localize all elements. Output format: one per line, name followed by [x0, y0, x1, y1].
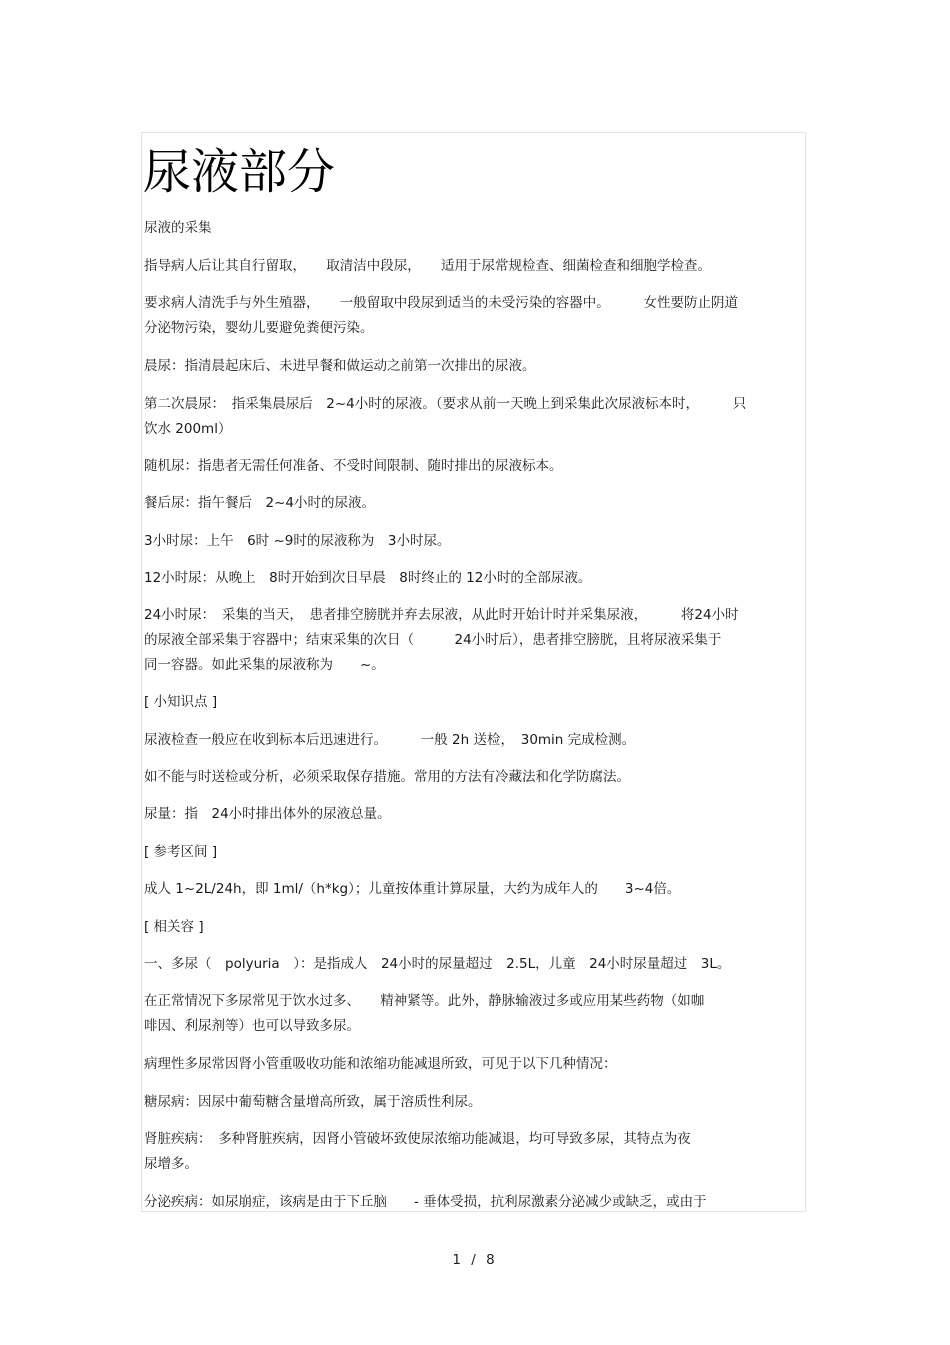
paragraph-line: 指导病人后让其自行留取， 取清洁中段尿， 适用于尿常规检查、细菌检查和细胞学检查。	[144, 258, 711, 274]
paragraph	[144, 840, 806, 865]
paragraph-line: 尿增多。	[144, 1156, 198, 1172]
paragraph	[144, 354, 806, 379]
paragraph-line: 饮水 200ml）	[144, 421, 232, 437]
paragraph-line: 成人 1~2L/24h，即 1ml/（h*kg）；儿童按体重计算尿量，大约为成年人的 3~4倍。	[144, 881, 681, 897]
paragraph	[144, 765, 806, 790]
paragraph-line: [ 参考区间 ]	[144, 844, 218, 860]
paragraph	[144, 690, 806, 715]
paragraph-line: 要求病人清洗手与外生殖器， 一般留取中段尿到适当的未受污染的容器中。 女性要防止阴道	[144, 295, 738, 311]
paragraph	[144, 802, 806, 827]
paragraph	[144, 603, 806, 678]
paragraph	[144, 1090, 806, 1115]
paragraph-line: 尿液的采集	[144, 220, 212, 236]
paragraph-line: 同一容器。如此采集的尿液称为 ~。	[144, 657, 385, 673]
paragraph	[144, 1190, 806, 1215]
paragraph-line: 餐后尿：指午餐后 2~4小时的尿液。	[144, 495, 375, 511]
paragraph	[144, 254, 806, 279]
paragraph-line: 病理性多尿常因肾小管重吸收功能和浓缩功能减退所致，可见于以下几种情况：	[144, 1056, 617, 1072]
paragraph-line: 糖尿病：因尿中葡萄糖含量增高所致，属于溶质性利尿。	[144, 1094, 482, 1110]
paragraph-line: 如不能与时送检或分析，必须采取保存措施。常用的方法有冷藏法和化学防腐法。	[144, 769, 630, 785]
paragraph	[144, 216, 806, 241]
paragraph	[144, 454, 806, 479]
paragraph-line: 尿液检查一般应在收到标本后迅速进行。 一般 2h 送检， 30min 完成检测。	[144, 732, 636, 748]
document-title: 尿液部分	[143, 144, 336, 200]
paragraph-line: 在正常情况下多尿常见于饮水过多、 精神紧等。此外，静脉输液过多或应用某些药物（如咖	[144, 993, 705, 1009]
page-number: 1 / 8	[452, 1252, 498, 1268]
paragraph	[144, 1127, 806, 1177]
paragraph-line: 肾脏疾病： 多种肾脏疾病，因肾小管破坏致使尿浓缩功能减退，均可导致多尿，其特点为夜	[144, 1131, 691, 1147]
paragraph-line: 24小时尿： 采集的当天， 患者排空膀胱并弃去尿液，从此时开始计时并采集尿液， 将24小时	[144, 607, 739, 623]
paragraph	[144, 566, 806, 591]
paragraph	[144, 491, 806, 516]
paragraph-line: 12小时尿：从晚上 8时开始到次日早晨 8时终止的 12小时的全部尿液。	[144, 570, 592, 586]
paragraph-line: 尿量：指 24小时排出体外的尿液总量。	[144, 806, 391, 822]
paragraph-line: 3小时尿：上午 6时 ~9时的尿液称为 3小时尿。	[144, 533, 451, 549]
paragraph-line: 第二次晨尿： 指采集晨尿后 2~4小时的尿液。（要求从前一天晚上到采集此次尿液标本时， 只	[144, 396, 747, 412]
paragraph	[144, 291, 806, 341]
paragraph	[144, 529, 806, 554]
paragraph	[144, 915, 806, 940]
paragraph-line: 一、多尿（ polyuria ）：是指成人 24小时的尿量超过 2.5L，儿童 24小时尿量超过 3L。	[144, 956, 731, 972]
paragraph	[144, 877, 806, 902]
paragraph-line: 随机尿：指患者无需任何准备、不受时间限制、随时排出的尿液标本。	[144, 458, 563, 474]
paragraph-line: 分泌疾病：如尿崩症，该病是由于下丘脑 - 垂体受损，抗利尿激素分泌减少或缺乏，或由于	[144, 1194, 707, 1210]
paragraph	[144, 392, 806, 442]
paragraph-line: 晨尿：指清晨起床后、未进早餐和做运动之前第一次排出的尿液。	[144, 358, 536, 374]
paragraph-line: 的尿液全部采集于容器中；结束采集的次日（ 24小时后），患者排空膀胱，且将尿液采集于	[144, 632, 722, 648]
paragraph-line: 分泌物污染，婴幼儿要避免粪便污染。	[144, 320, 374, 336]
paragraph	[144, 952, 806, 977]
paragraph-line: [ 相关容 ]	[144, 919, 204, 935]
paragraph-line: 啡因、利尿剂等）也可以导致多尿。	[144, 1018, 360, 1034]
paragraph	[144, 1052, 806, 1077]
paragraph-line: [ 小知识点 ]	[144, 694, 218, 710]
paragraph	[144, 728, 806, 753]
paragraph	[144, 989, 806, 1039]
